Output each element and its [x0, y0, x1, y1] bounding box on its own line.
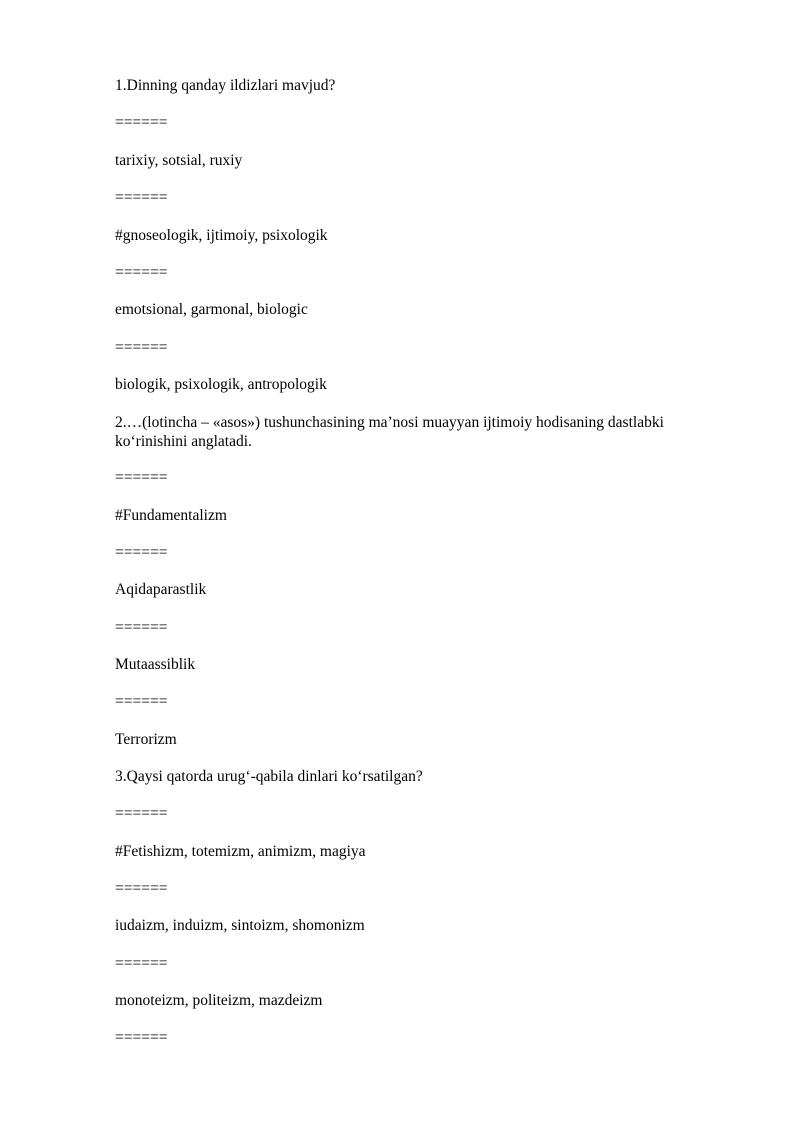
separator: ====== [115, 469, 168, 486]
question-1-option-2: #gnoseologik, ijtimoiy, psixologik [115, 227, 328, 244]
question-1-option-4: biologik, psixologik, antropologik [115, 376, 327, 393]
separator: ====== [115, 693, 168, 710]
question-2-option-1: #Fundamentalizm [115, 507, 227, 524]
separator: ====== [115, 339, 168, 356]
question-3-option-3: monoteizm, politeizm, mazdeizm [115, 992, 323, 1009]
question-3-option-1: #Fetishizm, totemizm, animizm, magiya [115, 843, 366, 860]
separator: ====== [115, 189, 168, 206]
separator: ====== [115, 114, 168, 131]
separator: ====== [115, 955, 168, 972]
separator: ====== [115, 880, 168, 897]
question-3-text: 3.Qaysi qatorda urug‘-qabila dinlari ko‘rsatilgan? [115, 768, 423, 785]
question-1-option-1: tarixiy, sotsial, ruxiy [115, 152, 243, 169]
question-2-text: 2.…(lotincha – «asos») tushunchasining ma’nosi muayyan ijtimoiy hodisaning dastlabki ko‘rinishini anglatadi. [115, 414, 664, 450]
separator: ====== [115, 544, 168, 561]
separator: ====== [115, 264, 168, 281]
separator: ====== [115, 805, 168, 822]
question-1-option-3: emotsional, garmonal, biologic [115, 301, 308, 318]
question-1-text: 1.Dinning qanday ildizlari mavjud? [115, 77, 336, 94]
separator: ====== [115, 619, 168, 636]
question-2-option-2: Aqidaparastlik [115, 581, 207, 598]
question-2-option-4: Terrorizm [115, 731, 177, 748]
question-2-option-3: Mutaassiblik [115, 656, 196, 673]
separator: ====== [115, 1029, 168, 1046]
question-3-option-2: iudaizm, induizm, sintoizm, shomonizm [115, 917, 365, 934]
